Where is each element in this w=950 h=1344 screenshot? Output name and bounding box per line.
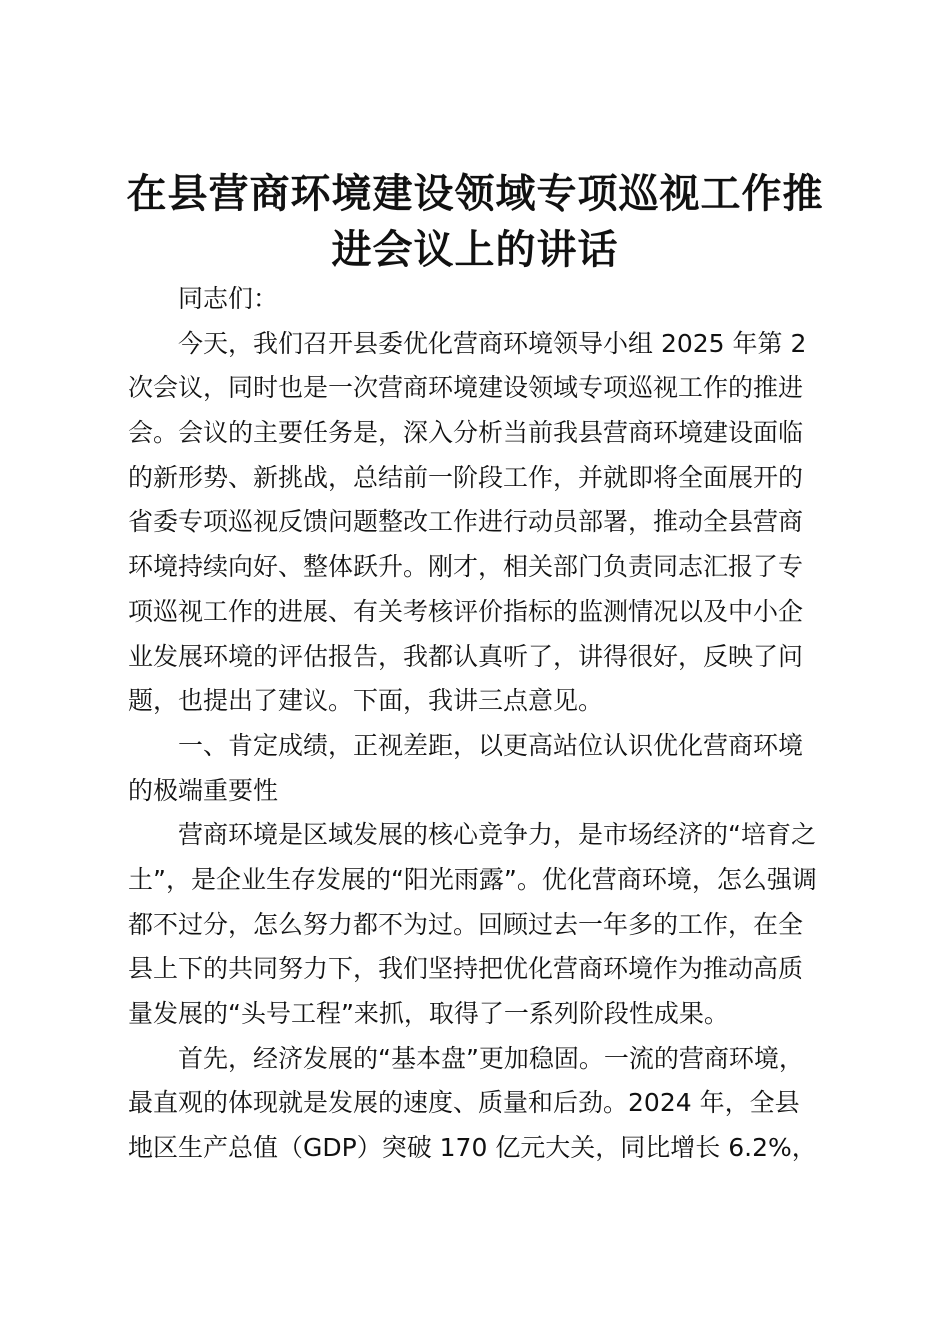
title-line: 在县营商环境建设领域专项巡视工作推 bbox=[126, 170, 824, 217]
paragraph-line: 题，也提出了建议。下面，我讲三点意见。 bbox=[128, 686, 604, 716]
paragraph-environment bbox=[128, 813, 833, 1036]
paragraph-line: 营商环境是区域发展的核心竞争力，是市场经济的“培育之 bbox=[178, 820, 816, 850]
paragraph-line: 最直观的体现就是发展的速度、质量和后劲。2024 年，全县 bbox=[128, 1088, 800, 1118]
paragraph-opening bbox=[128, 322, 833, 724]
paragraph-economy bbox=[128, 1037, 833, 1171]
paragraph-line: 今天，我们召开县委优化营商环境领导小组 2025 年第 2 bbox=[178, 328, 807, 358]
paragraph-line: 项巡视工作的进展、有关考核评价指标的监测情况以及中小企 bbox=[128, 596, 804, 626]
paragraph-line: 会。会议的主要任务是，深入分析当前我县营商环境建设面临 bbox=[128, 418, 804, 448]
paragraph-line: 量发展的“头号工程”来抓，取得了一系列阶段性成果。 bbox=[128, 999, 729, 1028]
paragraph-line: 环境持续向好、整体跃升。刚才，相关部门负责同志汇报了专 bbox=[128, 552, 804, 582]
title-line: 进会议上的讲话 bbox=[331, 226, 619, 273]
salutation: 同志们： bbox=[178, 284, 279, 313]
paragraph-line: 地区生产总值（GDP）突破 170 亿元大关，同比增长 6.2%， bbox=[128, 1133, 817, 1163]
paragraph-line: 的新形势、新挑战，总结前一阶段工作，并就即将全面展开的 bbox=[128, 462, 804, 492]
paragraph-line: 土”，是企业生存发展的“阳光雨露”。优化营商环境，怎么强调 bbox=[128, 864, 817, 894]
section-heading-1 bbox=[128, 724, 833, 813]
heading-line: 一、肯定成绩，正视差距，以更高站位认识优化营商环境 bbox=[178, 730, 804, 760]
heading-line: 的极端重要性 bbox=[128, 775, 279, 805]
paragraph-line: 次会议，同时也是一次营商环境建设领域专项巡视工作的推进 bbox=[128, 373, 804, 403]
document-title bbox=[110, 166, 840, 278]
paragraph-line: 业发展环境的评估报告，我都认真听了，讲得很好，反映了问 bbox=[128, 641, 804, 671]
paragraph-line: 县上下的共同努力下，我们坚持把优化营商环境作为推动高质 bbox=[128, 954, 804, 984]
paragraph-line: 省委专项巡视反馈问题整改工作进行动员部署，推动全县营商 bbox=[128, 507, 804, 537]
paragraph-line: 首先，经济发展的“基本盘”更加稳固。一流的营商环境， bbox=[178, 1043, 804, 1073]
document-body bbox=[128, 277, 833, 1171]
paragraph-line: 都不过分，怎么努力都不为过。回顾过去一年多的工作，在全 bbox=[128, 909, 804, 939]
